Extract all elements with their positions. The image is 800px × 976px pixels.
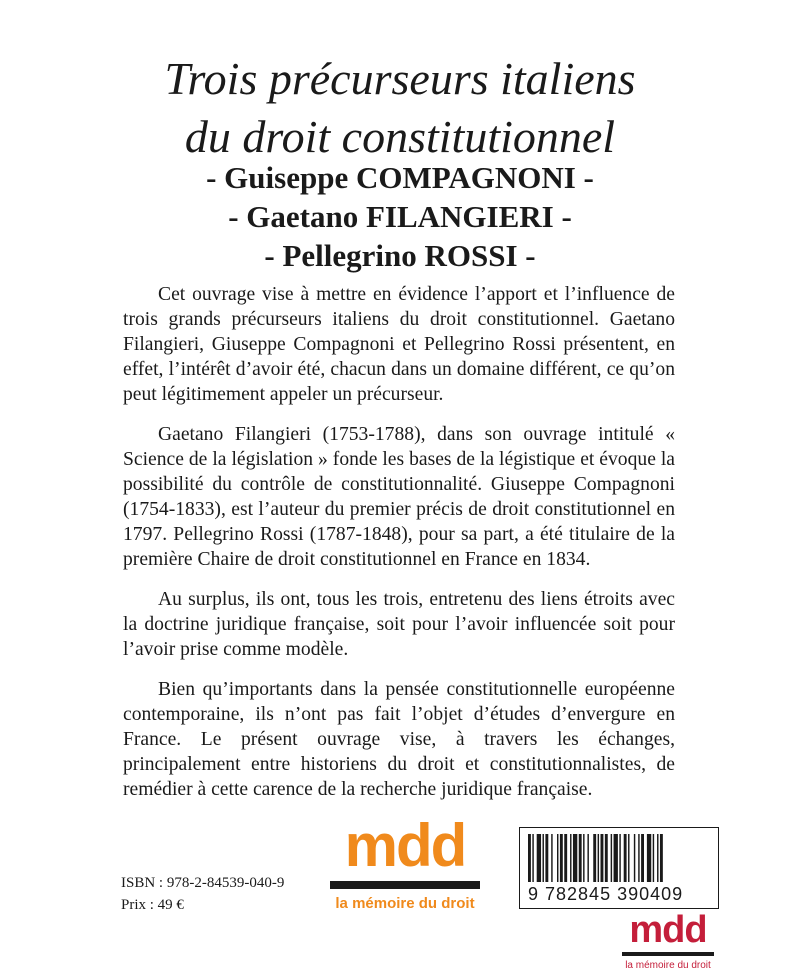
barcode xyxy=(519,827,719,909)
publisher-logo-small-bar xyxy=(622,952,714,956)
publisher-logo-small xyxy=(618,910,718,971)
author-names xyxy=(0,158,800,275)
publisher-logo-text: mdd xyxy=(344,812,466,879)
title-line-1: Trois précurseurs italiens xyxy=(164,53,636,104)
name-filangieri: - Gaetano FILANGIERI - xyxy=(228,199,572,234)
publisher-logo-small-text: mdd xyxy=(629,909,707,951)
price: Prix : 49 € xyxy=(121,897,184,913)
description-text xyxy=(123,282,675,817)
barcode-number: 9 782845 390409 xyxy=(528,884,684,904)
name-compagnoni: - Guiseppe COMPAGNONI - xyxy=(206,160,594,195)
publisher-logo-subtitle: la mémoire du droit xyxy=(335,895,475,912)
book-title xyxy=(0,50,800,166)
paragraph-1: Cet ouvrage vise à mettre en évidence l’apport et l’influence de trois grands précurseurs italiens du droit constitutionnel. Gaetano Filangieri, Giuseppe Compagnoni et Pellegrino Rossi présentent, en effet, l’intérêt d’avoir été, chacun dans un domaine différent, ce qu’on peut légitimement appeler un précurseur. xyxy=(123,284,675,405)
title-line-2: du droit constitutionnel xyxy=(184,111,616,162)
publisher-logo xyxy=(320,812,490,912)
name-rossi: - Pellegrino ROSSI - xyxy=(264,238,536,273)
paragraph-4: Bien qu’importants dans la pensée constitutionnelle européenne contemporaine, ils n’ont pas fait l’objet d’études d’envergure en France. Le présent ouvrage vise, à travers les échanges, principalement entre historiens du droit et constitutionnalistes, de remédier à cette carence de la recherche juridique française. xyxy=(123,679,675,800)
paragraph-3: Au surplus, ils ont, tous les trois, entretenu des liens étroits avec la doctrine juridique française, soit pour l’avoir influencée soit pour l’avoir prise comme modèle. xyxy=(123,589,675,660)
barcode-bars xyxy=(528,834,710,882)
isbn-price-block xyxy=(121,872,284,916)
paragraph-2: Gaetano Filangieri (1753-1788), dans son ouvrage intitulé « Science de la législation » fonde les bases de la légistique et évoque la possibilité du contrôle de constitutionnalité. Giuseppe Compagnoni (1754-1833), est l’auteur du premier précis de droit constitutionnel en 1797. Pellegrino Rossi (1787-1848), pour sa part, a été titulaire de la première Chaire de droit constitutionnel en France en 1834. xyxy=(123,424,675,570)
publisher-logo-bar xyxy=(330,881,480,889)
isbn: ISBN : 978-2-84539-040-9 xyxy=(121,875,285,891)
publisher-logo-small-subtitle: la mémoire du droit xyxy=(625,960,711,971)
